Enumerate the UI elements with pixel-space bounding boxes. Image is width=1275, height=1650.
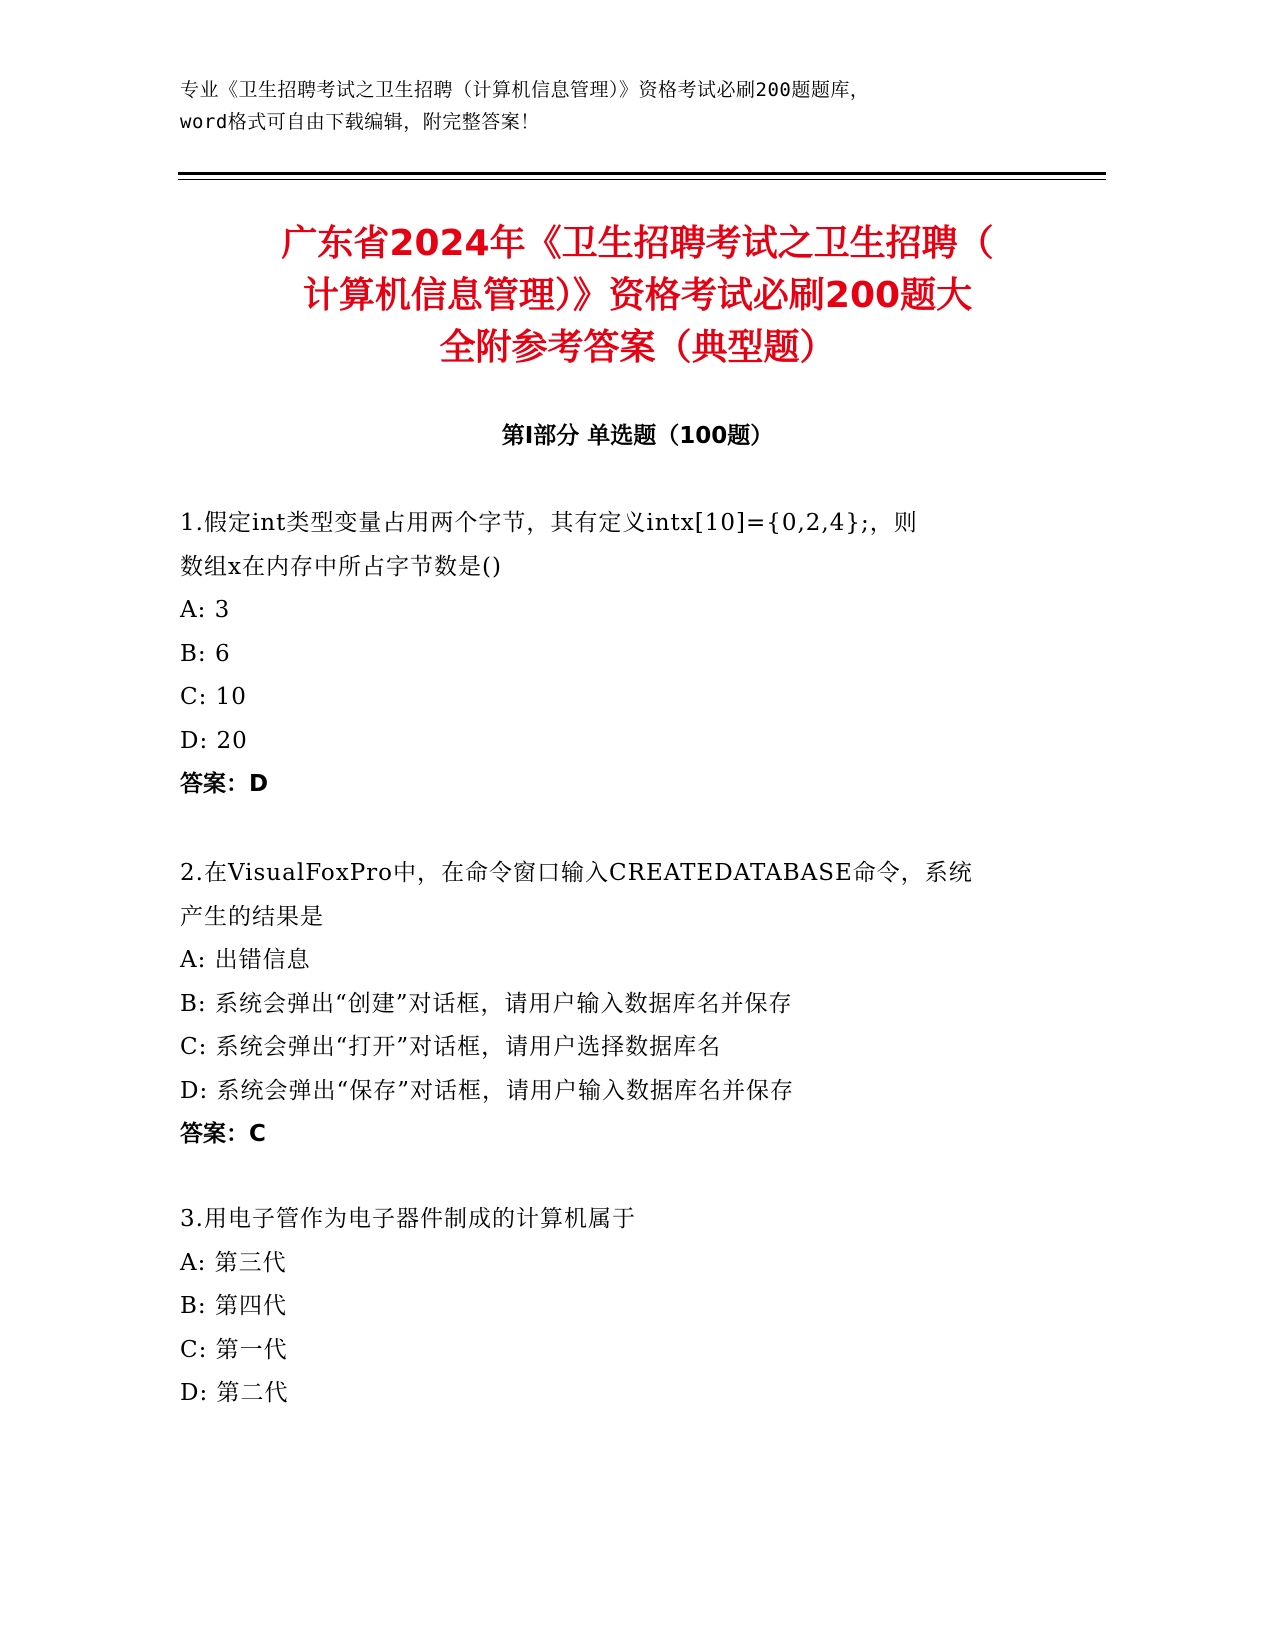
document-title-line-1: 广东省2024年《卫生招聘考试之卫生招聘（ — [281, 223, 994, 264]
option-c: C: 系统会弹出“打开”对话框，请用户选择数据库名 — [180, 1034, 722, 1060]
header-divider-thick — [178, 172, 1106, 175]
question-2 — [180, 852, 1100, 1157]
option-c: C: 第一代 — [180, 1336, 288, 1363]
option-c: C: 10 — [180, 684, 247, 710]
question-stem-line: 1.假定int类型变量占用两个字节，其有定义intx[10]={0,2,4};，则 — [180, 510, 918, 536]
question-stem-line: 数组x在内存中所占字节数是() — [180, 553, 502, 580]
document-title-line-2: 计算机信息管理）》资格考试必刷200题大 — [302, 275, 973, 316]
option-d: D: 系统会弹出“保存”对话框，请用户输入数据库名并保存 — [180, 1077, 795, 1104]
option-b: B: 6 — [180, 640, 231, 667]
answer-line: 答案：D — [180, 771, 269, 797]
header-note-line-2: word格式可自由下载编辑，附完整答案！ — [180, 111, 540, 133]
option-a: A: 出错信息 — [180, 947, 311, 973]
option-a: A: 3 — [180, 597, 231, 623]
question-1 — [180, 502, 1100, 807]
option-b: B: 系统会弹出“创建”对话框，请用户输入数据库名并保存 — [180, 990, 793, 1017]
question-3 — [180, 1198, 1100, 1416]
option-d: D: 20 — [180, 727, 248, 754]
answer-line: 答案：C — [180, 1121, 266, 1147]
document-title-line-3: 全附参考答案（典型题） — [439, 327, 836, 368]
question-stem-line: 产生的结果是 — [180, 903, 324, 930]
option-d: D: 第二代 — [180, 1380, 289, 1406]
header-divider-thin — [178, 179, 1106, 180]
question-stem-line: 2.在VisualFoxPro中，在命令窗口输入CREATEDATABASE命令，系统 — [180, 860, 973, 886]
section-heading: 第Ⅰ部分 单选题（100题） — [501, 423, 774, 449]
header-note-line-1: 专业《卫生招聘考试之卫生招聘（计算机信息管理）》资格考试必刷200题题库， — [180, 79, 870, 101]
option-b: B: 第四代 — [180, 1293, 287, 1319]
header-note — [180, 74, 1100, 138]
option-a: A: 第三代 — [180, 1249, 287, 1276]
document-title — [150, 218, 1125, 374]
question-stem-line: 3.用电子管作为电子器件制成的计算机属于 — [180, 1206, 636, 1232]
